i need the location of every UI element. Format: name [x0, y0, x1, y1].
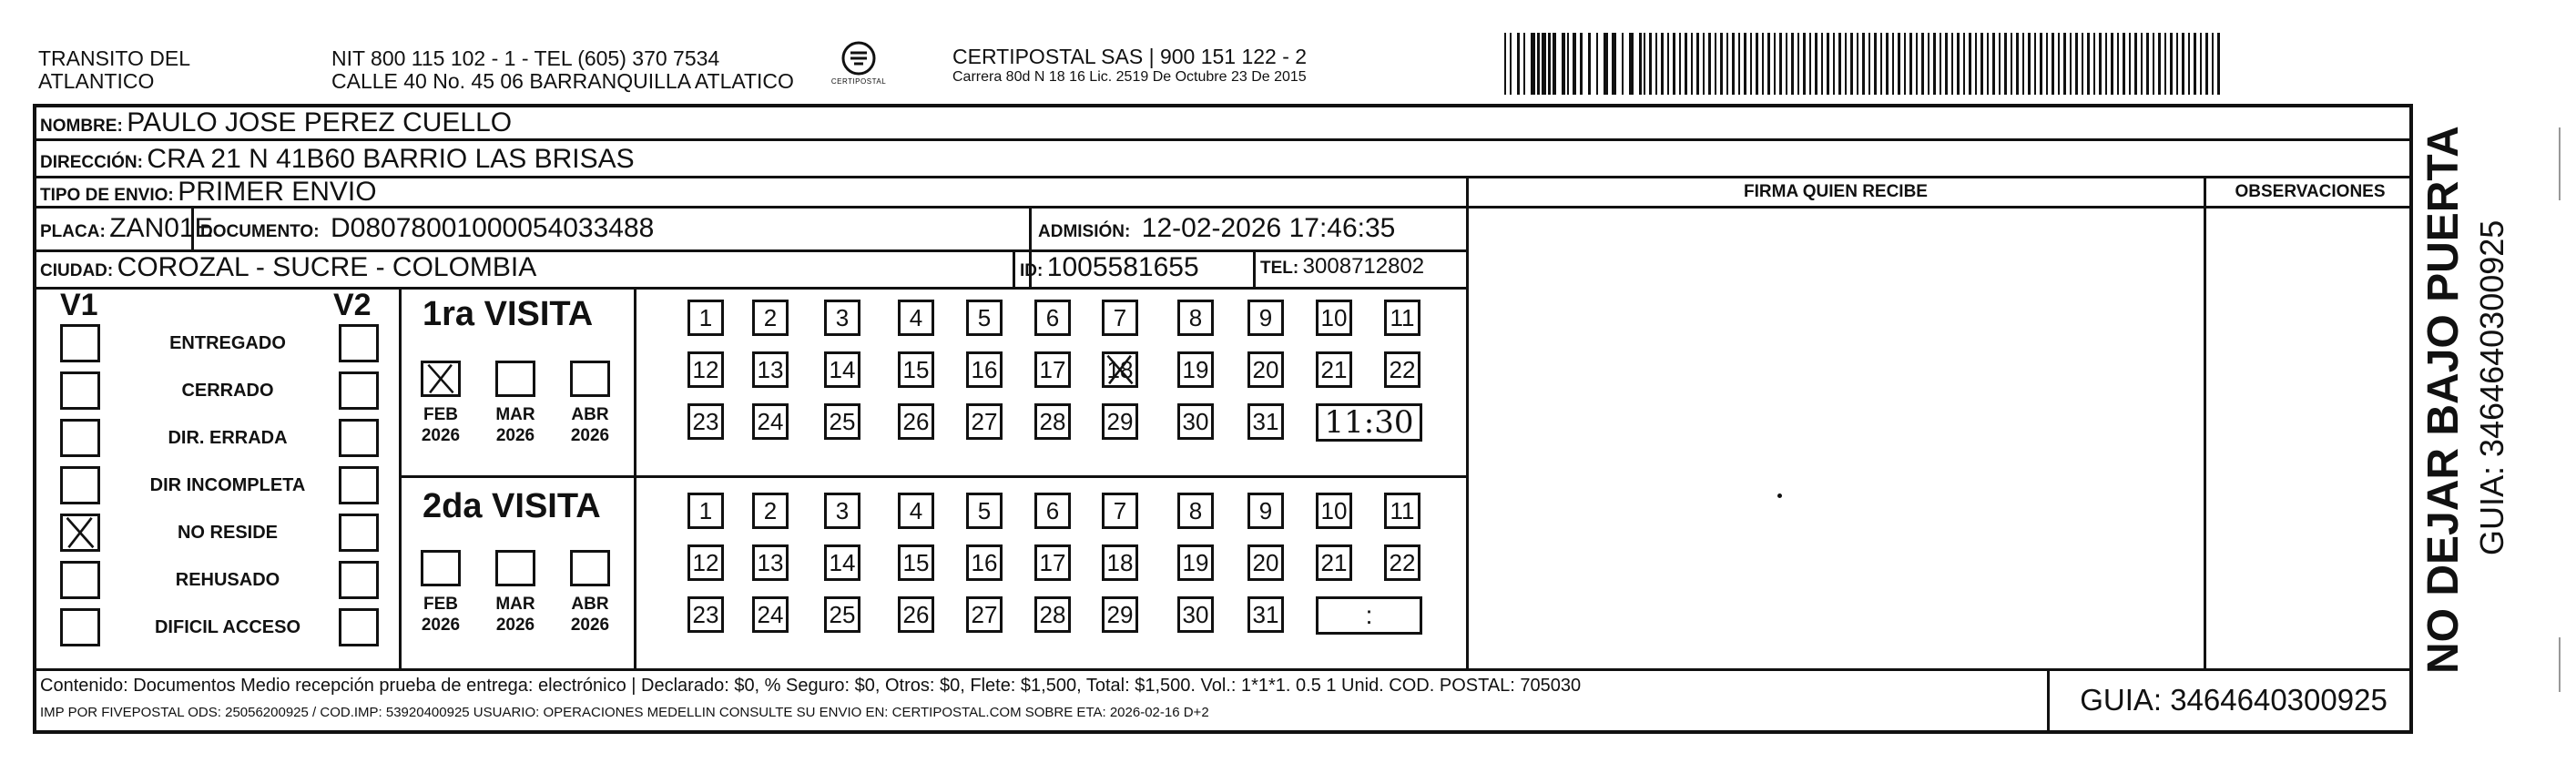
barcode-bar — [1596, 33, 1598, 95]
barcode-bar — [2182, 33, 2184, 95]
first-visit-day-27[interactable]: 27 — [966, 403, 1003, 440]
first-visit-day-3[interactable]: 3 — [824, 300, 860, 336]
status-option-label: DIR. ERRADA — [168, 428, 288, 448]
first-visit-day-31[interactable]: 31 — [1247, 403, 1284, 440]
barcode-bar — [2158, 33, 2161, 95]
barcode-bar — [2087, 33, 2090, 95]
nombre-value: PAULO JOSE PEREZ CUELLO — [127, 107, 513, 137]
barcode-bar — [1809, 33, 1811, 95]
firma-label: FIRMA QUIEN RECIBE — [1744, 182, 1928, 201]
admision-value: 12-02-2026 17:46:35 — [1141, 213, 1396, 243]
first-visit-day-23[interactable]: 23 — [687, 403, 724, 440]
divider — [2204, 176, 2206, 668]
first-visit-month-label — [413, 404, 468, 446]
first-visit-label: 1ra VISITA — [423, 295, 594, 333]
barcode-bar — [1862, 33, 1865, 95]
barcode-bar — [1691, 33, 1693, 95]
barcode-bar — [1726, 33, 1728, 95]
second-visit-day-16[interactable]: 16 — [966, 544, 1003, 581]
first-visit-day-7[interactable]: 7 — [1102, 300, 1138, 336]
second-visit-day-11[interactable]: 11 — [1384, 493, 1420, 529]
barcode-bar — [1720, 33, 1723, 95]
barcode-bar — [1957, 33, 1960, 95]
second-visit-month-label — [413, 594, 468, 636]
barcode-bar — [1909, 33, 1912, 95]
status-option-label: NO RESIDE — [177, 523, 279, 543]
barcode-bar — [2093, 33, 2095, 95]
stray-mark — [1777, 493, 1782, 498]
barcode-bar — [2146, 33, 2149, 95]
first-visit-day-22[interactable]: 22 — [1384, 351, 1420, 388]
v2-label: V2 — [333, 288, 372, 322]
barcode-bar — [2105, 33, 2107, 95]
barcode-bar — [1573, 33, 1576, 95]
barcode-bar — [1622, 33, 1624, 95]
second-visit-day-17[interactable]: 17 — [1034, 544, 1071, 581]
admision-row — [1038, 213, 1395, 244]
barcode-bar — [1868, 33, 1870, 95]
v1-checkbox[interactable] — [60, 371, 100, 410]
barcode-bar — [1738, 33, 1740, 95]
certi-line-1: CERTIPOSTAL SAS | 900 151 122 - 2 — [952, 45, 1308, 68]
month-year: 2026 — [421, 615, 461, 635]
first-visit-day-9[interactable]: 9 — [1247, 300, 1284, 336]
barcode-bar — [1542, 33, 1546, 95]
barcode-bar — [1696, 33, 1699, 95]
ciudad-label: CIUDAD: — [40, 261, 114, 280]
barcode-bar — [1715, 33, 1716, 95]
barcode-bar — [1815, 33, 1817, 95]
certipostal-info — [952, 46, 1307, 86]
barcode-bar — [2170, 33, 2173, 95]
first-visit-time-box[interactable]: 11:30 — [1316, 403, 1422, 442]
second-visit-day-14[interactable]: 14 — [824, 544, 860, 581]
v2-checkbox[interactable] — [339, 466, 379, 504]
certi-line-2: Carrera 80d N 18 16 Lic. 2519 De Octubre 23 De 2015 — [952, 69, 1307, 85]
first-visit-day-10[interactable]: 10 — [1316, 300, 1352, 336]
month-name: MAR — [495, 595, 535, 614]
sender-info — [331, 47, 794, 93]
barcode-bar — [1703, 33, 1705, 95]
barcode-bar — [1537, 33, 1540, 95]
edge-mark — [2559, 637, 2561, 692]
barcode-bar — [2123, 33, 2125, 95]
barcode-bar — [1933, 33, 1936, 95]
barcode-bar — [2028, 33, 2031, 95]
barcode-bar — [1679, 33, 1681, 95]
footer-contents: Contenido: Documentos Medio recepción prueba de entrega: electrónico | Declarado: $0, % Seguro: $0, Otros: $0, Flete: $1,500, Total: $1,500. Vol.: 1*1*1. 0.5 1 Unid. COD. POSTAL: 705030 — [40, 676, 1582, 696]
barcode-bar — [1951, 33, 1953, 95]
second-visit-day-23[interactable]: 23 — [687, 596, 724, 633]
barcode-bar — [2217, 33, 2220, 95]
divider — [33, 206, 2413, 209]
second-visit-day-18[interactable]: 18 — [1102, 544, 1138, 581]
first-visit-day-13[interactable]: 13 — [752, 351, 789, 388]
barcode-bar — [1969, 33, 1971, 95]
first-visit-month-abr[interactable] — [570, 361, 610, 397]
first-visit-day-4[interactable]: 4 — [898, 300, 934, 336]
first-visit-day-29[interactable]: 29 — [1102, 403, 1138, 440]
barcode-bar — [1612, 33, 1616, 95]
second-visit-day-2[interactable]: 2 — [752, 493, 789, 529]
second-visit-day-15[interactable]: 15 — [898, 544, 934, 581]
barcode-bar — [2117, 33, 2119, 95]
status-option-label: DIR INCOMPLETA — [149, 475, 306, 495]
barcode-bar — [2153, 33, 2154, 95]
second-visit-time-box[interactable]: : — [1316, 596, 1422, 635]
v1-checkbox[interactable] — [60, 419, 100, 457]
barcode-bar — [1523, 33, 1525, 95]
footer-print-info: IMP POR FIVEPOSTAL ODS: 25056200925 / COD.IMP: 53920400925 USUARIO: OPERACIONES MEDELLIN CONSULTE SU ENVIO EN: CERTIPOSTAL.COM SOBRE ETA: 2026-02-16 D+2 — [40, 705, 1209, 720]
first-visit-day-17[interactable]: 17 — [1034, 351, 1071, 388]
v2-checkbox[interactable] — [339, 371, 379, 410]
barcode-bar — [2164, 33, 2166, 95]
barcode-bar — [2099, 33, 2102, 95]
barcode-bar — [1767, 33, 1770, 95]
second-visit-day-12[interactable]: 12 — [687, 544, 724, 581]
barcode-bar — [1886, 33, 1889, 95]
logo-text: CERTIPOSTAL — [830, 77, 887, 86]
tipo-label: TIPO DE ENVIO: — [40, 186, 174, 205]
barcode — [1504, 33, 2224, 95]
divider — [1466, 176, 1469, 668]
id-value: 1005581655 — [1046, 252, 1199, 282]
nombre-row — [40, 107, 512, 138]
barcode-bar — [1580, 33, 1583, 95]
barcode-bar — [1779, 33, 1782, 95]
v2-checkbox[interactable] — [339, 419, 379, 457]
month-year: 2026 — [570, 426, 610, 445]
barcode-bar — [1655, 33, 1657, 95]
direccion-row — [40, 144, 635, 175]
company-line-1: TRANSITO DEL — [38, 46, 190, 70]
divider — [399, 475, 1468, 478]
barcode-bar — [1892, 33, 1894, 95]
barcode-bar — [1880, 33, 1882, 95]
barcode-bar — [2111, 33, 2113, 95]
side-guia: GUIA: 3464640300925 — [2473, 219, 2510, 555]
certipostal-logo — [830, 40, 887, 91]
tel-label: TEL: — [1260, 259, 1299, 278]
barcode-bar — [1827, 33, 1829, 95]
divider — [2047, 668, 2050, 734]
direccion-label: DIRECCIÓN: — [40, 153, 143, 172]
first-visit-month-label — [488, 404, 543, 446]
ciudad-row — [40, 252, 536, 283]
first-visit-day-14[interactable]: 14 — [824, 351, 860, 388]
second-visit-day-4[interactable]: 4 — [898, 493, 934, 529]
month-name: ABR — [571, 595, 609, 614]
second-visit-day-13[interactable]: 13 — [752, 544, 789, 581]
admision-label: ADMISIÓN: — [1038, 222, 1131, 241]
barcode-bar — [1685, 33, 1687, 95]
barcode-bar — [1567, 33, 1569, 95]
v2-checkbox[interactable] — [339, 324, 379, 362]
second-visit-day-8[interactable]: 8 — [1177, 493, 1214, 529]
first-visit-day-28[interactable]: 28 — [1034, 403, 1071, 440]
tipo-row — [40, 177, 377, 208]
barcode-bar — [1639, 33, 1642, 95]
barcode-bar — [1604, 33, 1608, 95]
first-visit-day-24[interactable]: 24 — [752, 403, 789, 440]
divider — [33, 176, 2413, 178]
second-visit-day-1[interactable]: 1 — [687, 493, 724, 529]
second-visit-day-27[interactable]: 27 — [966, 596, 1003, 633]
ciudad-value: COROZAL - SUCRE - COLOMBIA — [117, 252, 537, 282]
footer-guia: GUIA: 3464640300925 — [2080, 683, 2388, 717]
barcode-bar — [1916, 33, 1918, 95]
first-visit-day-20[interactable]: 20 — [1247, 351, 1284, 388]
barcode-bar — [1629, 33, 1634, 95]
month-name: MAR — [495, 405, 535, 424]
barcode-bar — [1673, 33, 1675, 95]
second-visit-day-28[interactable]: 28 — [1034, 596, 1071, 633]
barcode-bar — [1850, 33, 1853, 95]
first-visit-day-11[interactable]: 11 — [1384, 300, 1420, 336]
barcode-bar — [2034, 33, 2036, 95]
month-year: 2026 — [570, 615, 610, 635]
v2-checkbox[interactable] — [339, 608, 379, 646]
barcode-bar — [1857, 33, 1858, 95]
barcode-bar — [2194, 33, 2196, 95]
barcode-bar — [1845, 33, 1847, 95]
v1-checkbox[interactable] — [60, 324, 100, 362]
barcode-bar — [1510, 33, 1512, 95]
first-visit-day-30[interactable]: 30 — [1177, 403, 1214, 440]
placa-row — [40, 213, 213, 244]
company-line-2: ATLANTICO — [38, 69, 155, 93]
direccion-value: CRA 21 N 41B60 BARRIO LAS BRISAS — [147, 144, 635, 174]
barcode-bar — [2134, 33, 2137, 95]
first-visit-day-5[interactable]: 5 — [966, 300, 1003, 336]
v1-checkbox[interactable] — [60, 514, 100, 552]
second-visit-day-10[interactable]: 10 — [1316, 493, 1352, 529]
first-visit-day-2[interactable]: 2 — [752, 300, 789, 336]
second-visit-day-20[interactable]: 20 — [1247, 544, 1284, 581]
barcode-bar — [2011, 33, 2012, 95]
id-row — [1020, 252, 1199, 283]
barcode-bar — [1898, 33, 1900, 95]
barcode-bar — [1762, 33, 1764, 95]
tel-row — [1260, 254, 1424, 280]
first-visit-day-8[interactable]: 8 — [1177, 300, 1214, 336]
nit-line: NIT 800 115 102 - 1 - TEL (605) 370 7534 — [331, 46, 720, 70]
barcode-bar — [2212, 33, 2214, 95]
barcode-bar — [1803, 33, 1806, 95]
v1-checkbox[interactable] — [60, 561, 100, 599]
month-name: ABR — [571, 405, 609, 424]
barcode-bar — [1797, 33, 1799, 95]
month-year: 2026 — [495, 426, 535, 445]
barcode-bar — [2129, 33, 2131, 95]
second-visit-month-label — [488, 594, 543, 636]
barcode-bar — [1667, 33, 1669, 95]
barcode-bar — [1992, 33, 1995, 95]
status-option-label: DIFICIL ACCESO — [154, 617, 300, 637]
divider — [33, 668, 2413, 671]
status-option-label: CERRADO — [181, 381, 274, 401]
barcode-bar — [2082, 33, 2083, 95]
tipo-value: PRIMER ENVIO — [178, 177, 377, 207]
barcode-bar — [2176, 33, 2178, 95]
barcode-bar — [1999, 33, 2001, 95]
barcode-bar — [1548, 33, 1551, 95]
barcode-bar — [1531, 33, 1535, 95]
barcode-bar — [2004, 33, 2007, 95]
first-visit-day-18[interactable]: 18 — [1102, 351, 1138, 388]
status-option-label: REHUSADO — [175, 570, 280, 590]
divider — [1253, 249, 1256, 287]
barcode-bar — [1987, 33, 1989, 95]
second-visit-day-6[interactable]: 6 — [1034, 493, 1071, 529]
barcode-bar — [1517, 33, 1520, 95]
v1-checkbox[interactable] — [60, 466, 100, 504]
first-visit-month-label — [563, 404, 617, 446]
barcode-bar — [1838, 33, 1841, 95]
second-visit-day-7[interactable]: 7 — [1102, 493, 1138, 529]
first-visit-day-15[interactable]: 15 — [898, 351, 934, 388]
documento-value: D08078001000054033488 — [331, 213, 655, 243]
second-visit-day-5[interactable]: 5 — [966, 493, 1003, 529]
month-year: 2026 — [421, 426, 461, 445]
placa-value: ZAN01E — [109, 213, 213, 243]
barcode-bar — [1928, 33, 1929, 95]
id-label: ID: — [1020, 261, 1044, 280]
second-visit-day-22[interactable]: 22 — [1384, 544, 1420, 581]
barcode-bar — [1904, 33, 1906, 95]
barcode-bar — [1963, 33, 1965, 95]
barcode-bar — [2188, 33, 2190, 95]
second-visit-day-24[interactable]: 24 — [752, 596, 789, 633]
second-visit-day-9[interactable]: 9 — [1247, 493, 1284, 529]
barcode-bar — [1833, 33, 1835, 95]
v2-checkbox[interactable] — [339, 561, 379, 599]
first-visit-day-26[interactable]: 26 — [898, 403, 934, 440]
barcode-bar — [2040, 33, 2042, 95]
barcode-bar — [1945, 33, 1948, 95]
first-visit-day-25[interactable]: 25 — [824, 403, 860, 440]
tel-value: 3008712802 — [1302, 254, 1425, 279]
barcode-bar — [1975, 33, 1977, 95]
barcode-bar — [1504, 33, 1506, 95]
second-visit-month-label — [563, 594, 617, 636]
second-visit-day-21[interactable]: 21 — [1316, 544, 1352, 581]
edge-mark — [2559, 127, 2561, 200]
month-name: FEB — [423, 405, 458, 424]
first-visit-day-6[interactable]: 6 — [1034, 300, 1071, 336]
barcode-bar — [1750, 33, 1752, 95]
barcode-bar — [1708, 33, 1711, 95]
address-line: CALLE 40 No. 45 06 BARRANQUILLA ATLATICO — [331, 69, 794, 93]
barcode-bar — [1661, 33, 1664, 95]
first-visit-day-16[interactable]: 16 — [966, 351, 1003, 388]
month-year: 2026 — [495, 615, 535, 635]
barcode-bar — [2200, 33, 2202, 95]
barcode-bar — [1644, 33, 1645, 95]
second-visit-day-3[interactable]: 3 — [824, 493, 860, 529]
barcode-bar — [1744, 33, 1746, 95]
v1-checkbox[interactable] — [60, 608, 100, 646]
barcode-bar — [2070, 33, 2072, 95]
v1-label: V1 — [60, 288, 98, 322]
barcode-bar — [2063, 33, 2066, 95]
barcode-bar — [2058, 33, 2060, 95]
barcode-bar — [1980, 33, 1983, 95]
nombre-label: NOMBRE: — [40, 117, 123, 136]
second-visit-month-feb[interactable] — [421, 550, 461, 586]
second-visit-month-mar[interactable] — [495, 550, 535, 586]
second-visit-day-30[interactable]: 30 — [1177, 596, 1214, 633]
barcode-bar — [1649, 33, 1652, 95]
v2-checkbox[interactable] — [339, 514, 379, 552]
first-visit-day-12[interactable]: 12 — [687, 351, 724, 388]
second-visit-day-29[interactable]: 29 — [1102, 596, 1138, 633]
first-visit-month-feb[interactable] — [421, 361, 461, 397]
second-visit-day-25[interactable]: 25 — [824, 596, 860, 633]
barcode-bar — [1874, 33, 1877, 95]
documento-label: DOCUMENTO: — [200, 222, 320, 241]
second-visit-label: 2da VISITA — [423, 487, 601, 525]
barcode-bar — [1786, 33, 1787, 95]
second-visit-day-31[interactable]: 31 — [1247, 596, 1284, 633]
second-visit-day-26[interactable]: 26 — [898, 596, 934, 633]
barcode-bar — [1774, 33, 1776, 95]
divider — [33, 287, 1468, 290]
documento-row — [200, 213, 654, 244]
barcode-bar — [2022, 33, 2024, 95]
barcode-bar — [1940, 33, 1941, 95]
first-visit-day-19[interactable]: 19 — [1177, 351, 1214, 388]
status-option-label: ENTREGADO — [169, 333, 286, 353]
second-visit-month-abr[interactable] — [570, 550, 610, 586]
company-name — [38, 47, 190, 93]
barcode-bar — [1588, 33, 1591, 95]
divider — [1013, 249, 1015, 287]
placa-label: PLACA: — [40, 222, 106, 241]
barcode-bar — [2141, 33, 2143, 95]
barcode-bar — [1732, 33, 1735, 95]
barcode-bar — [2052, 33, 2054, 95]
barcode-bar — [1562, 33, 1565, 95]
barcode-bar — [2075, 33, 2078, 95]
observaciones-label: OBSERVACIONES — [2235, 182, 2386, 201]
barcode-bar — [1791, 33, 1794, 95]
barcode-bar — [1553, 33, 1556, 95]
side-warning: NO DEJAR BAJO PUERTA — [2419, 126, 2468, 674]
month-name: FEB — [423, 595, 458, 614]
first-visit-day-21[interactable]: 21 — [1316, 351, 1352, 388]
first-visit-day-1[interactable]: 1 — [687, 300, 724, 336]
barcode-bar — [1921, 33, 1924, 95]
barcode-bar — [1756, 33, 1758, 95]
barcode-bar — [1821, 33, 1823, 95]
divider — [33, 138, 2413, 141]
barcode-bar — [2016, 33, 2019, 95]
barcode-bar — [2046, 33, 2048, 95]
barcode-bar — [2205, 33, 2208, 95]
first-visit-month-mar[interactable] — [495, 361, 535, 397]
second-visit-day-19[interactable]: 19 — [1177, 544, 1214, 581]
